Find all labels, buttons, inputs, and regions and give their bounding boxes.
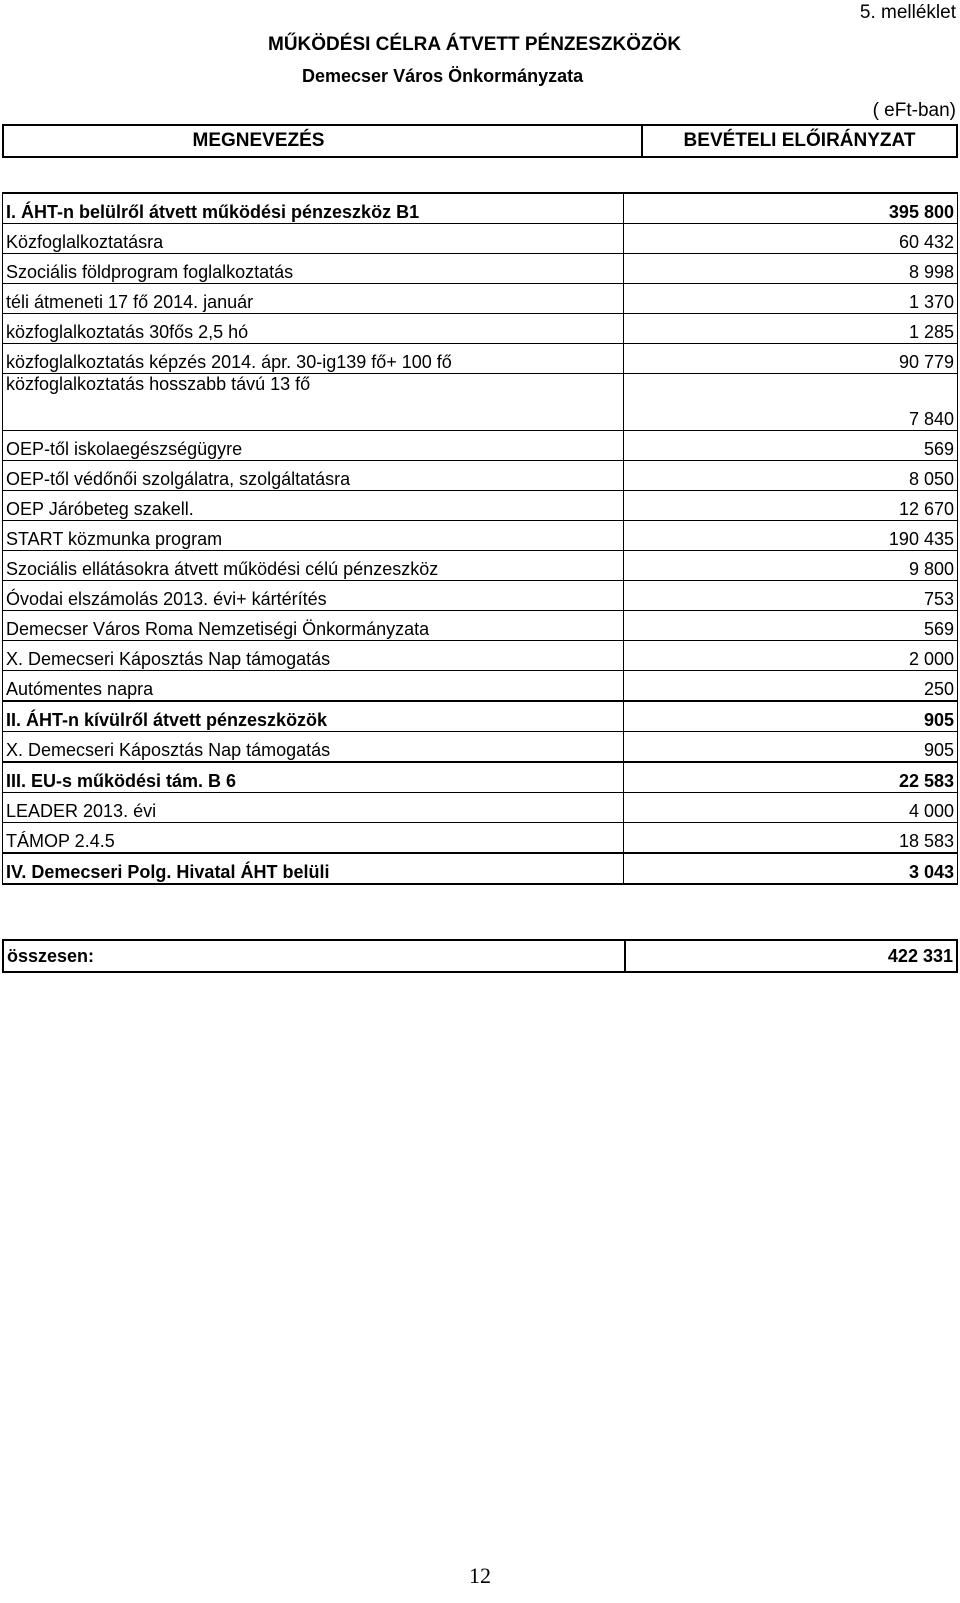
row-name: közfoglalkoztatás képzés 2014. ápr. 30-ig139 fő+ 100 fő <box>3 344 624 374</box>
row-name: LEADER 2013. évi <box>3 793 624 823</box>
table-row <box>3 314 958 344</box>
row-name: OEP-től védőnői szolgálatra, szolgáltatásra <box>3 461 624 491</box>
row-name: Közfoglalkoztatásra <box>3 224 624 254</box>
row-name: II. ÁHT-n kívülről átvett pénzeszközök <box>3 701 624 732</box>
row-value: 12 670 <box>624 491 958 521</box>
row-value: 22 583 <box>624 762 958 793</box>
header-table <box>2 124 958 158</box>
row-value: 18 583 <box>624 823 958 854</box>
table-row <box>3 701 958 732</box>
row-name: OEP-től iskolaegészségügyre <box>3 431 624 461</box>
table-row <box>3 431 958 461</box>
row-value: 395 800 <box>624 193 958 224</box>
table-row <box>3 491 958 521</box>
row-value: 1 370 <box>624 284 958 314</box>
table-row <box>3 611 958 641</box>
row-name: I. ÁHT-n belülről átvett működési pénzeszköz B1 <box>3 193 624 224</box>
header-value-cell <box>642 125 957 157</box>
row-value: 2 000 <box>624 641 958 671</box>
row-name: közfoglalkoztatás 30fős 2,5 hó <box>3 314 624 344</box>
total-value: 422 331 <box>625 940 957 972</box>
row-value: 90 779 <box>624 344 958 374</box>
row-value: 4 000 <box>624 793 958 823</box>
row-value: 250 <box>624 671 958 702</box>
row-name: X. Demecseri Káposztás Nap támogatás <box>3 641 624 671</box>
total-table <box>2 939 958 973</box>
row-name: X. Demecseri Káposztás Nap támogatás <box>3 732 624 763</box>
row-name: TÁMOP 2.4.5 <box>3 823 624 854</box>
table-row <box>3 853 958 884</box>
row-name: közfoglalkoztatás hosszabb távú 13 fő <box>3 374 624 431</box>
table-row <box>3 461 958 491</box>
page-number: 12 <box>469 1563 491 1588</box>
row-value: 3 043 <box>624 853 958 884</box>
table-row <box>3 521 958 551</box>
row-name: Autómentes napra <box>3 671 624 702</box>
row-value: 569 <box>624 611 958 641</box>
revenue-table <box>2 192 958 885</box>
header-value: BEVÉTELI ELŐIRÁNYZAT <box>683 130 916 151</box>
title-line-1: MŰKÖDÉSI CÉLRA ÁTVETT PÉNZESZKÖZÖK <box>268 34 682 55</box>
title-line-2: Demecser Város Önkormányzata <box>302 66 584 86</box>
row-value: 905 <box>624 732 958 763</box>
header-name-cell <box>3 125 642 157</box>
table-row <box>3 671 958 702</box>
row-name: téli átmeneti 17 fő 2014. január <box>3 284 624 314</box>
row-name: Szociális ellátásokra átvett működési célú pénzeszköz <box>3 551 624 581</box>
row-name: Szociális földprogram foglalkoztatás <box>3 254 624 284</box>
unit-label: ( eFt-ban) <box>872 100 956 121</box>
total-row <box>3 940 957 972</box>
table-row <box>3 793 958 823</box>
row-name: START közmunka program <box>3 521 624 551</box>
row-value: 1 285 <box>624 314 958 344</box>
row-value: 9 800 <box>624 551 958 581</box>
table-row <box>3 374 958 431</box>
row-value: 8 998 <box>624 254 958 284</box>
row-name: OEP Járóbeteg szakell. <box>3 491 624 521</box>
table-row <box>3 284 958 314</box>
table-row <box>3 823 958 854</box>
row-value: 60 432 <box>624 224 958 254</box>
table-row <box>3 254 958 284</box>
table-row <box>3 762 958 793</box>
table-row <box>3 551 958 581</box>
row-value: 190 435 <box>624 521 958 551</box>
row-value: 7 840 <box>624 374 958 431</box>
row-value: 8 050 <box>624 461 958 491</box>
annex-label: 5. melléklet <box>859 2 956 23</box>
table-row <box>3 641 958 671</box>
row-name: III. EU-s működési tám. B 6 <box>3 762 624 793</box>
table-row <box>3 193 958 224</box>
row-name: Óvodai elszámolás 2013. évi+ kártérítés <box>3 581 624 611</box>
header-name: MEGNEVEZÉS <box>192 130 325 151</box>
table-row <box>3 344 958 374</box>
row-name: Demecser Város Roma Nemzetiségi Önkormányzata <box>3 611 624 641</box>
row-name: IV. Demecseri Polg. Hivatal ÁHT belüli <box>3 853 624 884</box>
row-value: 753 <box>624 581 958 611</box>
row-value: 905 <box>624 701 958 732</box>
table-row <box>3 224 958 254</box>
row-value: 569 <box>624 431 958 461</box>
table-row <box>3 581 958 611</box>
table-row <box>3 732 958 763</box>
total-name: összesen: <box>3 940 625 972</box>
header-row <box>3 125 957 157</box>
